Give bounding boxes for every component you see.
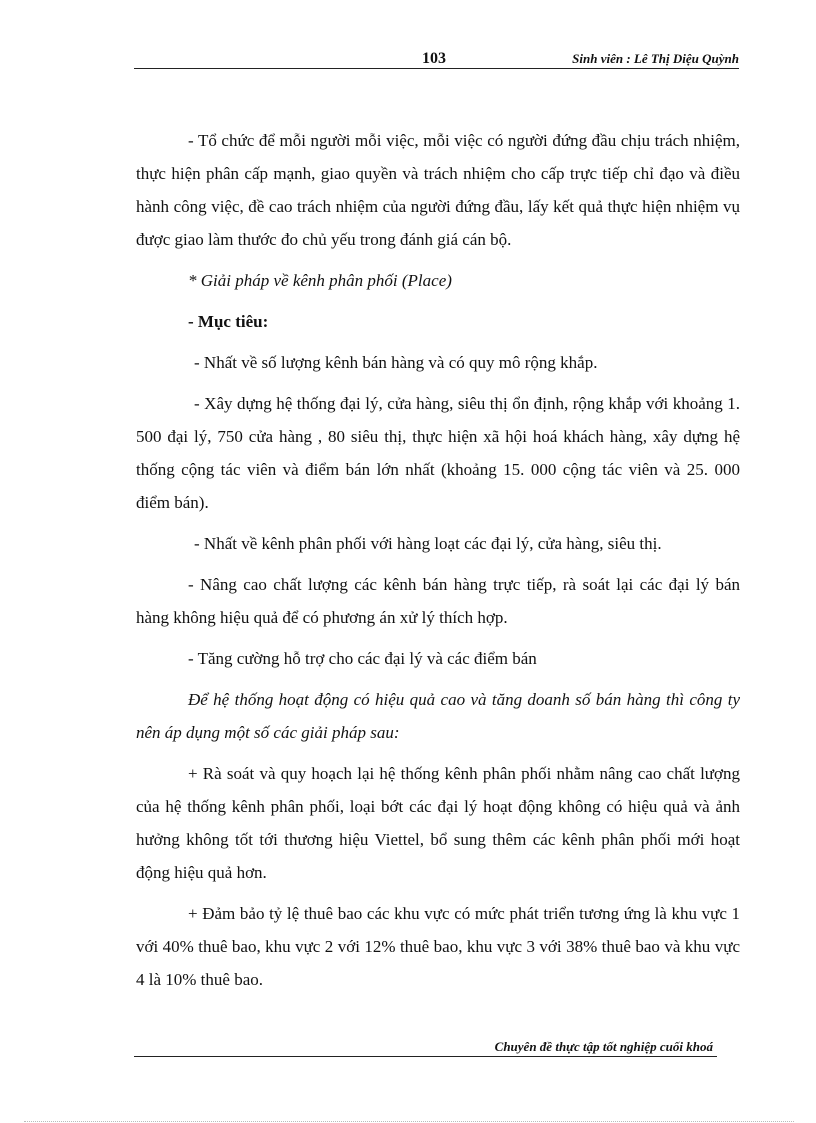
objective-support: - Tăng cường hỗ trợ cho các đại lý và các điểm bán xyxy=(188,649,537,668)
objectives-heading: - Mục tiêu: xyxy=(188,312,269,331)
page-header xyxy=(134,46,739,69)
solution-subscriber-ratio: + Đảm bảo tỷ lệ thuê bao các khu vực có mức phát triển tương ứng là khu vực 1 với 40% thuê bao, khu vực 2 với 12% thuê bao, khu vực 3 với 38% thuê bao và khu vực 4 là 10% thuê bao. xyxy=(136,904,740,989)
objective-channel-count: - Nhất về số lượng kênh bán hàng và có quy mô rộng khắp. xyxy=(194,353,598,372)
page-footer xyxy=(134,1037,717,1057)
objective-build-network: - Xây dựng hệ thống đại lý, cửa hàng, siêu thị ổn định, rộng khắp với khoảng 1. 500 đại lý, 750 cửa hàng , 80 siêu thị, thực hiện xã hội hoá khách hàng, xây dựng hệ thống cộng tác viên và điểm bán lớn nhất (khoảng 15. 000 cộng tác viên và 25. 000 điểm bán). xyxy=(136,394,740,512)
page-number: 103 xyxy=(422,50,446,67)
section-heading-place: * Giải pháp về kênh phân phối (Place) xyxy=(188,271,452,290)
solutions-intro: Để hệ thống hoạt động có hiệu quả cao và tăng doanh số bán hàng thì công ty nên áp dụng một số các giải pháp sau: xyxy=(136,690,740,742)
student-name: Sinh viên : Lê Thị Diệu Quỳnh xyxy=(572,51,739,66)
objective-channel-leader: - Nhất về kênh phân phối với hàng loạt các đại lý, cửa hàng, siêu thị. xyxy=(194,534,662,553)
solution-review-channels: + Rà soát và quy hoạch lại hệ thống kênh phân phối nhằm nâng cao chất lượng của hệ thống kênh phân phối, loại bớt các đại lý hoạt động không có hiệu quả và ảnh hưởng không tốt tới thương hiệu Viettel, bổ sung thêm các kênh phân phối mới hoạt động hiệu quả hơn. xyxy=(136,764,740,882)
page-bottom-border xyxy=(24,1121,794,1122)
objective-quality: - Nâng cao chất lượng các kênh bán hàng trực tiếp, rà soát lại các đại lý bán hàng không hiệu quả để có phương án xử lý thích hợp. xyxy=(136,575,740,627)
footer-title: Chuyên đề thực tập tốt nghiệp cuối khoá xyxy=(494,1039,713,1054)
body-text xyxy=(136,124,740,1004)
paragraph-responsibility: - Tổ chức để mỗi người mỗi việc, mỗi việc có người đứng đầu chịu trách nhiệm, thực hiện phân cấp mạnh, giao quyền và trách nhiệm cho cấp trực tiếp chỉ đạo và điều hành công việc, đề cao trách nhiệm của người đứng đầu, lấy kết quả thực hiện nhiệm vụ được giao làm thước đo chủ yếu trong đánh giá cán bộ. xyxy=(136,131,740,249)
